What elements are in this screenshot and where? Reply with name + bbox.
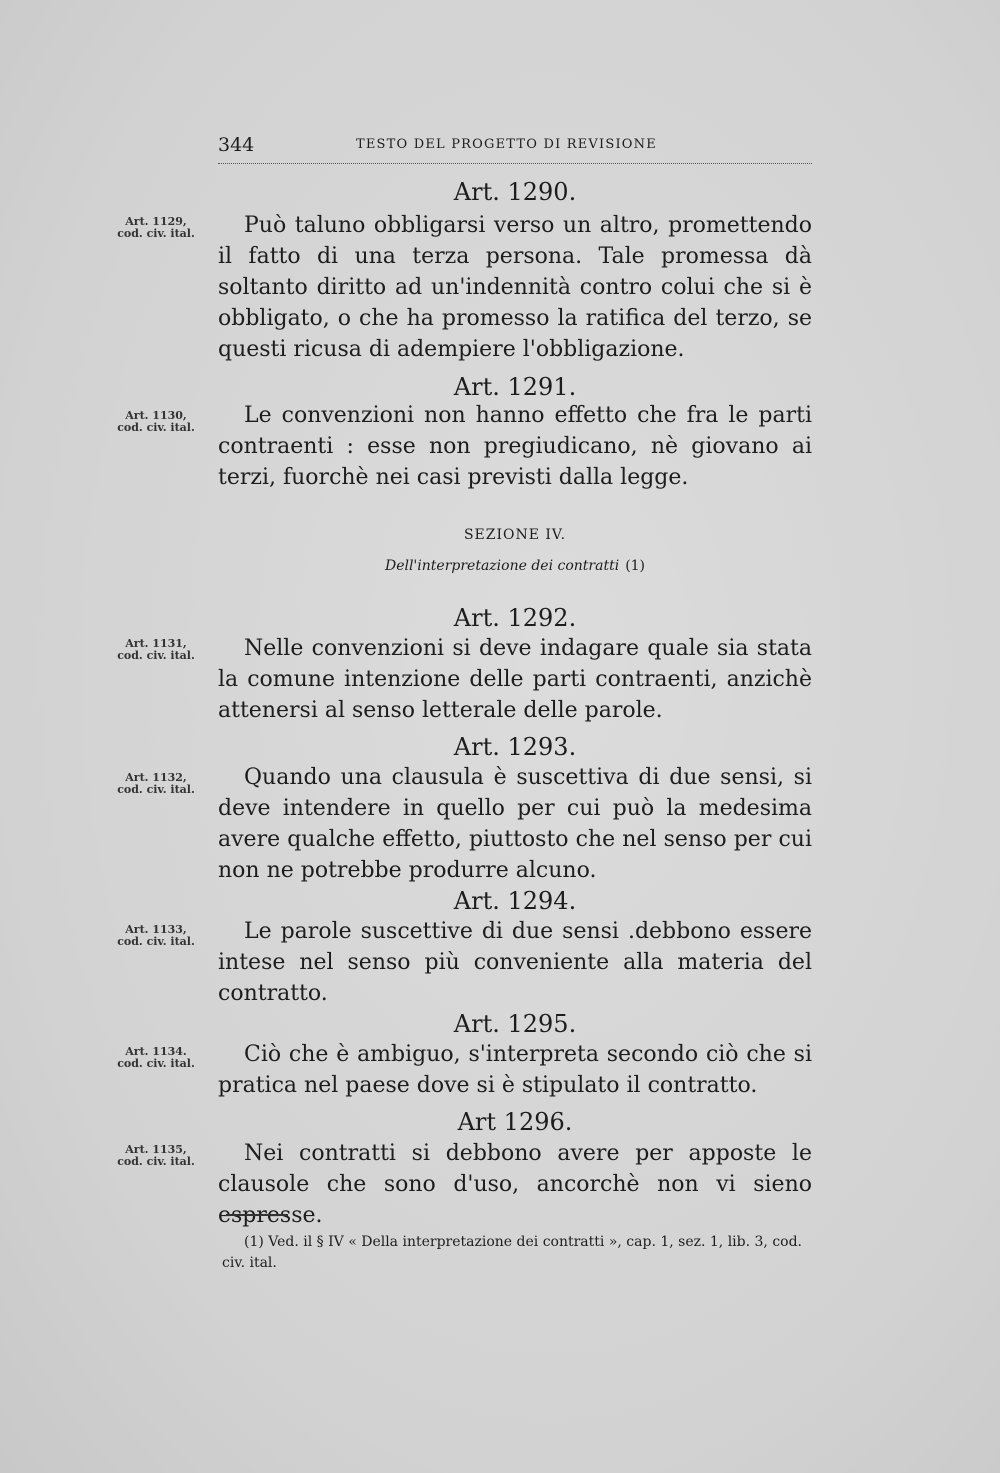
article-text-1294: Le parole suscettive di due sensi .debbono essere intese nel senso più conveniente alla materia del contratto. [218,919,812,1006]
footnote-rule [226,1214,288,1216]
footnote-reference: (1) [625,558,646,574]
margin-reference-article: Art. 1135, [125,1143,187,1156]
margin-reference-article: Art. 1131, [125,637,187,650]
article-text-1290: Può taluno obbligarsi verso un altro, promettendo il fatto di una terza persona. Tale promessa dà soltanto diritto ad un'indennità contro colui che si è obbligato, o che ha promesso la ratifica del terzo, se questi ricusa di adempiere l'obbligazione. [218,213,812,362]
margin-reference-code: cod. civ. ital. [117,1155,195,1168]
article-text-1296: Nei contratti si debbono avere per apposte le clausole che sono d'uso, ancorchè non vi sieno espresse. [218,1141,812,1228]
margin-reference-1294 [100,924,212,948]
margin-reference-article: Art. 1134. [125,1045,187,1058]
page-number: 344 [218,134,255,156]
section-title: SEZIONE IV. [463,527,567,543]
margin-reference-code: cod. civ. ital. [117,649,195,662]
margin-reference-article: Art. 1133, [125,923,187,936]
margin-reference-article: Art. 1130, [125,409,187,422]
margin-reference-1290 [100,216,212,240]
margin-reference-1293 [100,772,212,796]
running-title: TESTO DEL PROGETTO DI REVISIONE [356,137,657,152]
margin-reference-code: cod. civ. ital. [117,783,195,796]
margin-reference-1292 [100,638,212,662]
margin-reference-code: cod. civ. ital. [117,935,195,948]
article-heading-1296: Art 1296. [457,1108,573,1136]
article-text-1292: Nelle convenzioni si deve indagare quale sia stata la comune intenzione delle parti contraenti, anzichè attenersi al senso letterale delle parole. [218,636,812,723]
page-header [218,134,812,158]
article-heading-1293: Art. 1293. [453,733,577,761]
margin-reference-article: Art. 1129, [125,215,187,228]
section-subtitle-text: Dell'interpretazione dei contratti [384,558,620,574]
margin-reference-1291 [100,410,212,434]
margin-reference-code: cod. civ. ital. [117,421,195,434]
margin-reference-code: cod. civ. ital. [117,1057,195,1070]
footnote: (1) Ved. il § IV « Della interpretazione dei contratti », cap. 1, sez. 1, lib. 3, cod. civ. ital. [222,1234,803,1271]
article-heading-1291: Art. 1291. [453,373,577,401]
margin-reference-article: Art. 1132, [125,771,187,784]
article-heading-1292: Art. 1292. [453,604,577,632]
section-subtitle [218,558,812,574]
margin-reference-code: cod. civ. ital. [117,227,195,240]
article-text-1295: Ciò che è ambiguo, s'interpreta secondo ciò che si pratica nel paese dove si è stipulato il contratto. [218,1042,812,1098]
article-heading-1294: Art. 1294. [453,887,577,915]
article-text-1293: Quando una clausula è suscettiva di due sensi, si deve intendere in quello per cui può la medesima avere qualche effetto, piuttosto che nel senso per cui non ne potrebbe produrre alcuno. [218,765,812,883]
article-heading-1295: Art. 1295. [453,1010,577,1038]
article-text-1291: Le convenzioni non hanno effetto che fra le parti contraenti : esse non pregiudicano, nè giovano ai terzi, fuorchè nei casi previsti dalla legge. [218,403,812,490]
header-rule [218,163,812,164]
article-heading-1290: Art. 1290. [453,178,577,206]
margin-reference-1295 [100,1046,212,1070]
margin-reference-1296 [100,1144,212,1168]
